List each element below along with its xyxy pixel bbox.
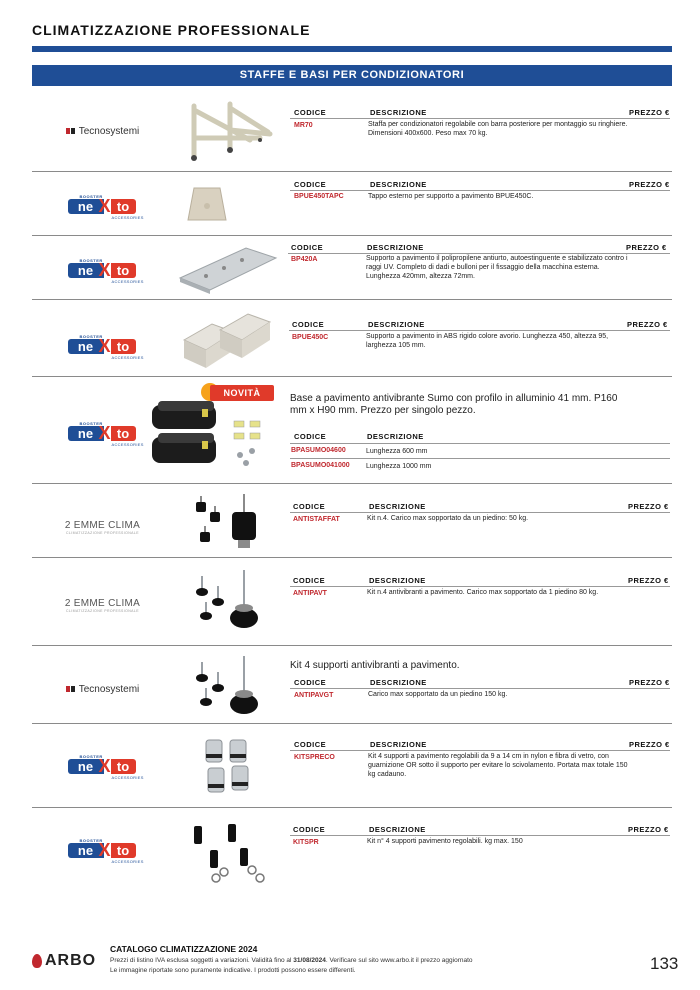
novita-badge: NOVITÀ: [210, 385, 274, 401]
description-header: DESCRIZIONE: [367, 243, 424, 252]
price-header: PREZZO €: [628, 576, 669, 585]
description-header: DESCRIZIONE: [370, 180, 427, 189]
anti-vibration-kit-image: [190, 492, 260, 554]
product-code: BPASUMO041000: [291, 462, 350, 469]
product-row: [32, 484, 672, 558]
header-divider: [290, 835, 670, 836]
price-header: PREZZO €: [626, 243, 667, 252]
header-divider: [290, 190, 670, 191]
price-header: PREZZO €: [629, 108, 670, 117]
product-code: KITSPRECO: [294, 754, 335, 761]
product-row: [32, 558, 672, 646]
tecnosystemi-mark-icon: [66, 127, 76, 135]
product-title: Kit 4 supporti antivibranti a pavimento.: [290, 660, 460, 671]
header-divider: [290, 688, 670, 689]
product-code: BPASUMO04600: [291, 447, 346, 454]
price-header: PREZZO €: [628, 825, 669, 834]
floor-anti-vibration-image: [190, 568, 262, 634]
product-description: Tappo esterno per supporto a pavimento BPUE450C.: [368, 193, 534, 200]
price-header: PREZZO €: [628, 502, 669, 511]
abs-support-image: [180, 310, 276, 372]
description-header: DESCRIZIONE: [370, 740, 427, 749]
product-description: Supporto a pavimento in ABS rigido colore avorio. Lunghezza 450, altezza 95, larghezza 105 mm.: [366, 333, 609, 349]
product-description: Kit 4 supporti a pavimento regolabili da 9 a 14 cm in nylon e fibra di vetro, con guarnizione OR sotto il supporto per evitare lo scivolamento. Portata max totale 150 kg cadauno.: [368, 753, 628, 778]
description-header: DESCRIZIONE: [369, 576, 426, 585]
brand-logo-nexto: BOOSTER ne X to ACCESSORIES: [40, 754, 165, 780]
wall-bracket-image: [180, 100, 276, 168]
product-description: Kit n.4. Carico max sopportato da un piedino: 50 kg.: [367, 515, 529, 522]
footer-image-note: Le immagine riportate sono puramente indicative. I prodotti possono essere differenti.: [110, 967, 356, 974]
code-header: CODICE: [293, 576, 326, 585]
product-description: Carico max sopportato da un piedino 150 kg.: [368, 691, 508, 698]
header-divider: [290, 443, 670, 444]
product-row: [32, 724, 672, 808]
code-header: CODICE: [292, 320, 325, 329]
product-code: BPUE450TAPC: [294, 193, 344, 200]
price-header: PREZZO €: [629, 180, 670, 189]
code-header: CODICE: [293, 502, 326, 511]
product-code: ANTIPAVGT: [294, 692, 334, 699]
product-description: Supporto a pavimento il polipropilene antiurto, autoestinguente e stabilizzato contro i raggi UV. Completo di dadi e bulloni per il fissaggio della macchina esterna. Lunghezza 420mm, altezza 72mm.: [366, 255, 628, 280]
top-divider-bar: [32, 46, 672, 52]
page-number: 133: [650, 954, 679, 973]
product-row: [32, 300, 672, 377]
header-divider: [290, 118, 670, 119]
brand-logo-2-emme-clima: 2 EMME CLIMA CLIMATIZZAZIONE PROFESSIONALE: [64, 597, 141, 613]
description-header: DESCRIZIONE: [367, 432, 424, 441]
adjustable-supports-image: [200, 734, 256, 800]
brand-logo-nexto: BOOSTER ne X to ACCESSORIES: [40, 838, 165, 864]
variant-divider: [290, 458, 670, 459]
product-description: Lunghezza 600 mm: [366, 448, 428, 455]
price-header: PREZZO €: [629, 678, 670, 687]
flame-icon: [32, 954, 42, 968]
product-code: MR70: [294, 122, 313, 129]
description-header: DESCRIZIONE: [369, 502, 426, 511]
black-supports-image: [190, 820, 272, 886]
brand-logo-tecnosystemi: Tecnosystemi: [40, 118, 165, 144]
code-header: CODICE: [294, 180, 327, 189]
product-row: [32, 236, 672, 300]
header-divider: [289, 330, 670, 331]
price-header: PREZZO €: [627, 320, 668, 329]
tecnosystemi-mark-icon: [66, 685, 76, 693]
product-code: ANTIPAVT: [293, 590, 327, 597]
brand-logo-nexto: BOOSTER ne X to ACCESSORIES: [40, 334, 165, 360]
brand-logo-2-emme-clima: 2 EMME CLIMA CLIMATIZZAZIONE PROFESSIONALE: [64, 519, 141, 535]
product-row: [32, 646, 672, 724]
footer-price-note: Prezzi di listino IVA esclusa soggetti a variazioni. Validità fino al 31/08/2024. Verificare sul sito www.arbo.it il prezzo aggiornato: [110, 957, 473, 964]
product-description: Kit n.4 antivibranti a pavimento. Carico max sopportato da 1 piedino 80 kg.: [367, 589, 599, 596]
floor-anti-vibration-image: [190, 654, 262, 720]
product-code: ANTISTAFFAT: [293, 516, 340, 523]
brand-logo-nexto: BOOSTER ne X to ACCESSORIES: [40, 421, 165, 447]
product-title: Base a pavimento antivibrante Sumo con profilo in alluminio 41 mm. P160 mm x H90 mm. Prezzo per singolo pezzo.: [290, 393, 618, 416]
product-code: BPUE450C: [292, 334, 329, 341]
description-header: DESCRIZIONE: [370, 108, 427, 117]
sumo-base-image: [150, 393, 270, 477]
description-header: DESCRIZIONE: [369, 825, 426, 834]
product-row: [32, 88, 672, 172]
header-divider: [290, 750, 670, 751]
product-description: Staffa per condizionatori regolabile con barra posteriore per montaggio su ringhiere. Dimensioni 400x600. Peso max 70 kg.: [368, 121, 628, 137]
page-title: CLIMATIZZAZIONE PROFESSIONALE: [32, 22, 311, 38]
header-divider: [290, 512, 670, 513]
code-header: CODICE: [291, 243, 324, 252]
product-code: BP420A: [291, 256, 318, 263]
product-row: [32, 172, 672, 236]
code-header: CODICE: [294, 678, 327, 687]
arbo-logo: ARBO: [32, 952, 96, 970]
description-header: DESCRIZIONE: [370, 678, 427, 687]
code-header: CODICE: [294, 432, 327, 441]
product-description: Kit n° 4 supporti pavimento regolabili. kg max. 150: [367, 838, 523, 845]
product-description: Lunghezza 1000 mm: [366, 463, 432, 470]
catalog-title: CATALOGO CLIMATIZZAZIONE 2024: [110, 944, 258, 954]
product-row: [32, 808, 672, 898]
description-header: DESCRIZIONE: [368, 320, 425, 329]
section-title: STAFFE E BASI PER CONDIZIONATORI: [32, 65, 672, 86]
price-header: PREZZO €: [629, 740, 670, 749]
header-divider: [290, 586, 670, 587]
code-header: CODICE: [294, 108, 327, 117]
brand-logo-tecnosystemi: Tecnosystemi: [40, 676, 165, 702]
code-header: CODICE: [293, 825, 326, 834]
brand-logo-nexto: BOOSTER ne X to ACCESSORIES: [40, 258, 165, 284]
code-header: CODICE: [294, 740, 327, 749]
product-row: [32, 377, 672, 484]
brand-logo-nexto: BOOSTER ne X to ACCESSORIES: [40, 194, 165, 220]
product-code: KITSPR: [293, 839, 319, 846]
floor-support-image: [176, 242, 280, 296]
end-cap-image: [182, 184, 232, 224]
